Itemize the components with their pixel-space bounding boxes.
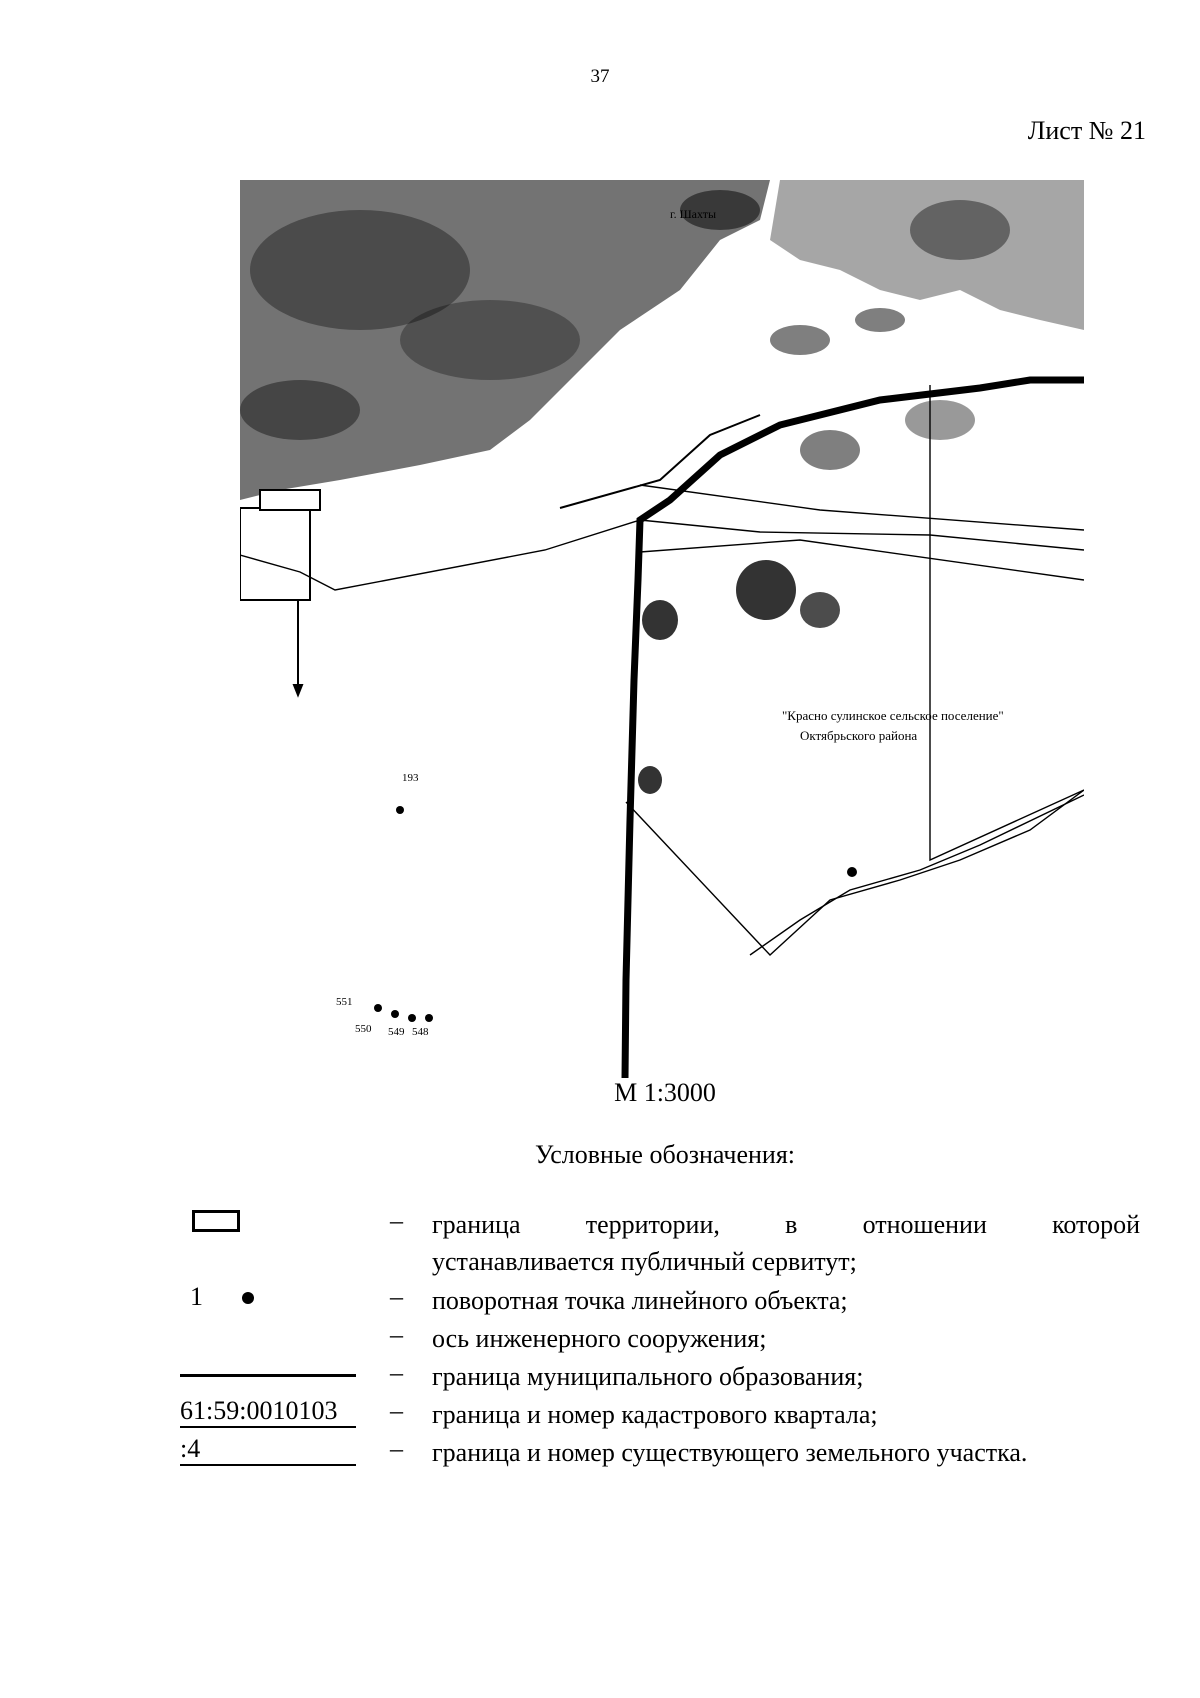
point-label-548: 548 (412, 1026, 429, 1038)
legend-item-land-plot (180, 1434, 1140, 1472)
thick-line-icon (180, 1374, 356, 1377)
legend-symbol (180, 1396, 360, 1434)
legend-description: граница и номер существующего земельного участка. (432, 1438, 1028, 1467)
legend-description: граница муниципального образования; (432, 1362, 864, 1391)
engineering-axis (560, 415, 760, 508)
map-scale: М 1:3000 (614, 1078, 716, 1107)
legend-symbol (180, 1434, 360, 1472)
map-view[interactable] (240, 180, 1084, 1078)
settlement-label-line2: Октябрьского района (800, 728, 918, 743)
legend-description: граница и номер кадастрового квартала; (432, 1400, 878, 1429)
top-label: г. Шахты (670, 207, 717, 221)
rectangle-icon (192, 1210, 240, 1232)
legend-item-turning-point (180, 1282, 1140, 1320)
land-plot-number: :4 (180, 1434, 356, 1466)
legend-title: Условные обозначения: (534, 1140, 796, 1169)
point-label-549: 549 (388, 1026, 405, 1038)
legend-item-municipal-border (180, 1358, 1140, 1396)
legend-description-line2: устанавливается публичный сервитут; (432, 1247, 857, 1276)
servitude-territory (240, 490, 320, 695)
point-label-551: 551 (336, 996, 353, 1008)
legend-dash: – (390, 1320, 403, 1349)
legend-symbol (180, 1358, 360, 1396)
legend-item-servitude-border (180, 1206, 1140, 1282)
legend-item-cadastral-block (180, 1396, 1140, 1434)
legend-dash: – (390, 1282, 403, 1311)
point-label-193: 193 (402, 772, 419, 784)
legend-symbol (180, 1206, 360, 1244)
legend (180, 1206, 1140, 1472)
legend-dash: – (390, 1206, 403, 1235)
point-dot-icon (242, 1292, 254, 1304)
sheet-label: Лист № 21 (1027, 116, 1146, 145)
legend-dash: – (390, 1396, 403, 1425)
cadastral-number: 61:59:0010103 (180, 1396, 356, 1428)
legend-symbol (180, 1320, 360, 1358)
point-label-550: 550 (355, 1023, 372, 1035)
settlement-label-line1: "Красно сулинское сельское поселение" (782, 708, 1004, 723)
legend-description (432, 1206, 1140, 1280)
legend-item-engineering-axis (180, 1320, 1140, 1358)
map-canvas (240, 180, 1084, 1078)
legend-dash: – (390, 1358, 403, 1387)
legend-dash: – (390, 1434, 403, 1463)
vegetation-area (240, 180, 1084, 1022)
legend-description: ось инженерного сооружения; (432, 1324, 767, 1353)
page-number: 37 (590, 66, 610, 87)
legend-description-line1: граница территории, в отношении которой (432, 1210, 1140, 1239)
legend-symbol (180, 1282, 360, 1320)
legend-description: поворотная точка линейного объекта; (432, 1286, 848, 1315)
point-number: 1 (190, 1282, 203, 1311)
